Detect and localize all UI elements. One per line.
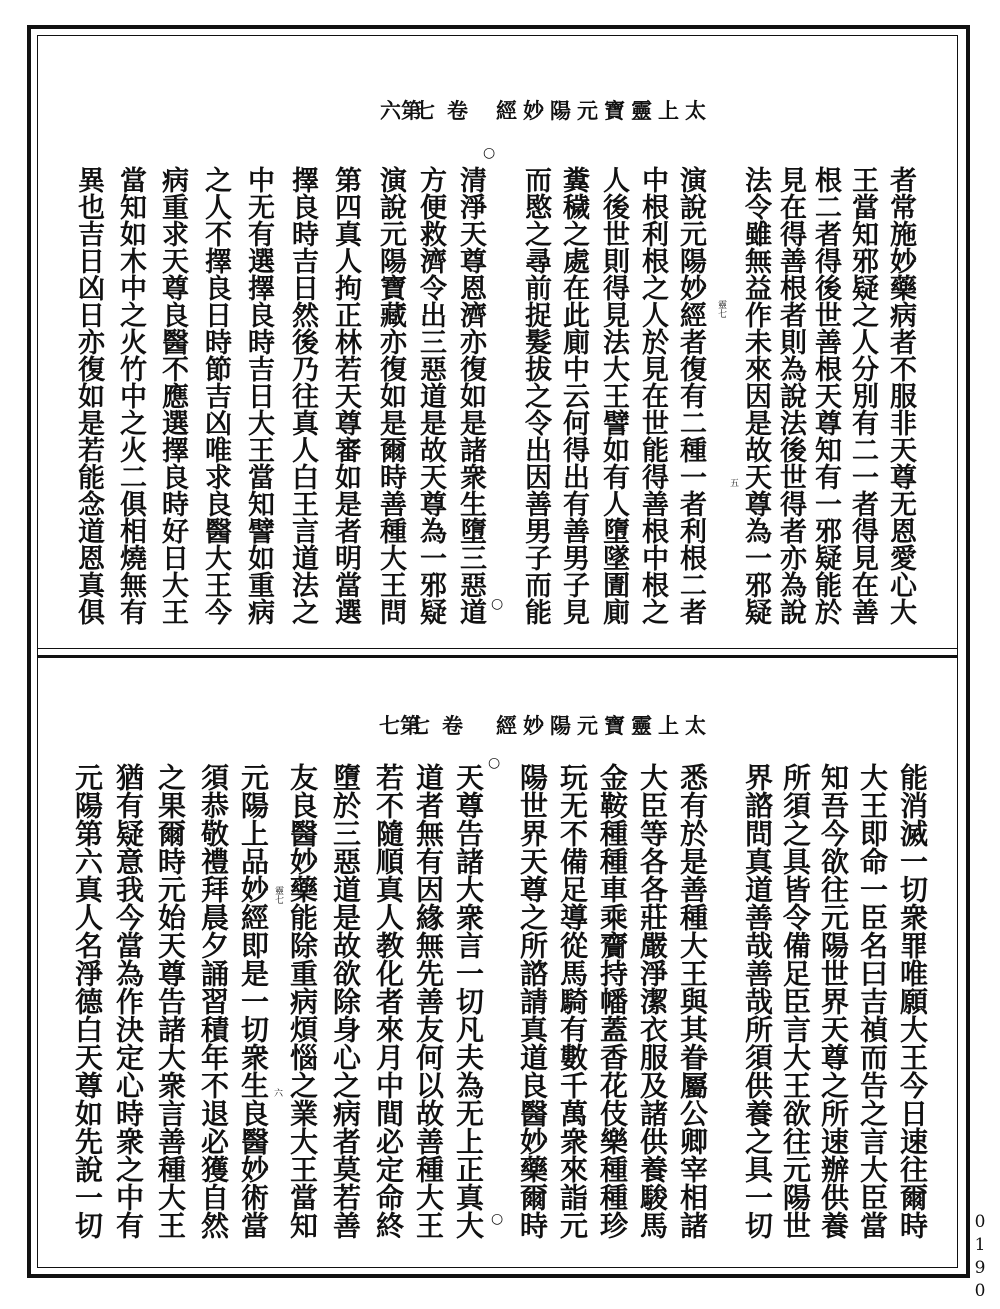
break-mark: ○ [488,755,501,771]
text-column: 清淨天尊恩濟亦復如是諸衆生墮三惡道 [455,166,486,625]
text-column: 金鞍種種車乘齎持幡蓋香花伎樂種種珍 [596,763,629,1239]
margin-note: 五 [728,478,738,487]
margin-note: 六 [272,1088,282,1097]
text-column: 糞穢之處在此廁中云何得出有善男子見 [558,166,589,625]
text-column: 異也吉日凶日亦復如是若能念道恩真俱 [73,166,104,625]
text-column: 知吾今欲往元陽世界天尊之所速辦供養 [817,763,850,1239]
text-column: 法令雖無益作未來因是故天尊為一邪疑 [740,166,771,625]
text-column: 第四真人拘正林若天尊審如是者明當選 [330,166,361,625]
text-column: 大臣等各各莊嚴淨潔衣服及諸供養駿馬 [636,763,669,1239]
text-column: 病重求天尊良醫不應選擇良時好日大王 [157,166,188,625]
text-column: 王當知邪疑之人分別有二一者得見在善 [847,166,878,625]
text-column: 方便救濟令出三惡道是故天尊為一邪疑 [415,166,446,625]
text-column: 根二者得後世善根天尊知有一邪疑能於 [810,166,841,625]
text-column: 元陽第六真人名淨德白天尊如先說一切 [71,763,104,1239]
text-column: 元陽上品妙經即是一切衆生良醫妙術當 [237,763,270,1239]
text-column: 擇良時吉日然後乃往真人白王言道法之 [287,166,318,625]
text-column: 大王即命一臣名曰吉禎而告之言大臣當 [856,763,889,1239]
text-column: 若不隨順真人教化者來月中間必定命終 [372,763,405,1239]
text-column: 天尊告諸大衆言一切凡夫為无上正真大 [452,763,485,1239]
break-mark: ○ [491,1211,504,1227]
text-column: 人後世則得見法大王譬如有人墮墜圊廁 [598,166,629,625]
text-column: 悉有於是善種大王與其眷屬公卿宰相諸 [676,763,709,1239]
text-column: 中根利根之人於見在世能得善根中根之 [637,166,668,625]
running-title: 太上靈寶元陽妙經 [496,713,712,738]
text-column: 須恭敬禮拜晨夕誦習積年不退必獲自然 [197,763,230,1239]
panel-divider-thick [37,655,958,658]
text-column: 玩无不備足導從馬騎有數千萬衆來詣元 [556,763,589,1239]
running-title: 太上靈寶元陽妙經 [496,98,712,123]
text-column: 演說元陽妙經者復有二種一者利根二者 [675,166,706,625]
text-column: 道者無有因緣無先善友何以故善種大王 [412,763,445,1239]
text-column: 當知如木中之火竹中之火二俱相燒無有 [115,166,146,625]
text-column: 之人不擇良日時節吉凶唯求良醫大王今 [200,166,231,625]
leaf-label: 第七 [379,713,421,738]
text-column: 演說元陽寶藏亦復如是爾時善種大王問 [375,166,406,625]
panel-divider-thin [37,648,958,649]
text-column: 之果爾時元始天尊告諸大衆言善種大王 [154,763,187,1239]
inner-border [37,35,958,1268]
text-column: 而愍之尋前捉髮拔之令出因善男子而能 [520,166,551,625]
volume-label: 卷七 [414,98,480,123]
page-number: 0190 [970,1212,990,1304]
text-column: 猶有疑意我今當為作決定心時衆之中有 [112,763,145,1239]
break-mark: ○ [483,145,496,161]
text-column: 所須之具皆令備足臣言大王欲往元陽世 [779,763,812,1239]
text-column: 陽世界天尊之所諮請真道良醫妙藥爾時 [516,763,549,1239]
text-column: 友良醫妙藥能除重病煩惱之業大王當知 [286,763,319,1239]
text-column: 能消滅一切衆罪唯願大王今日速往爾時 [896,763,929,1239]
margin-note: 靈七 [273,886,283,904]
text-column: 中无有選擇良時吉日大王當知譬如重病 [243,166,274,625]
text-column: 墮於三惡道是故欲除身心之病者莫若善 [329,763,362,1239]
break-mark: ○ [491,596,504,612]
text-column: 者常施妙藥病者不服非天尊无恩愛心大 [885,166,916,625]
text-column: 界諮問真道善哉善哉所須供養之具一切 [741,763,774,1239]
leaf-label: 第六 [380,98,422,123]
volume-label: 卷七 [409,713,475,738]
margin-note: 靈七 [716,300,726,318]
text-column: 見在得善根者則為說法後世得者亦為說 [775,166,806,625]
